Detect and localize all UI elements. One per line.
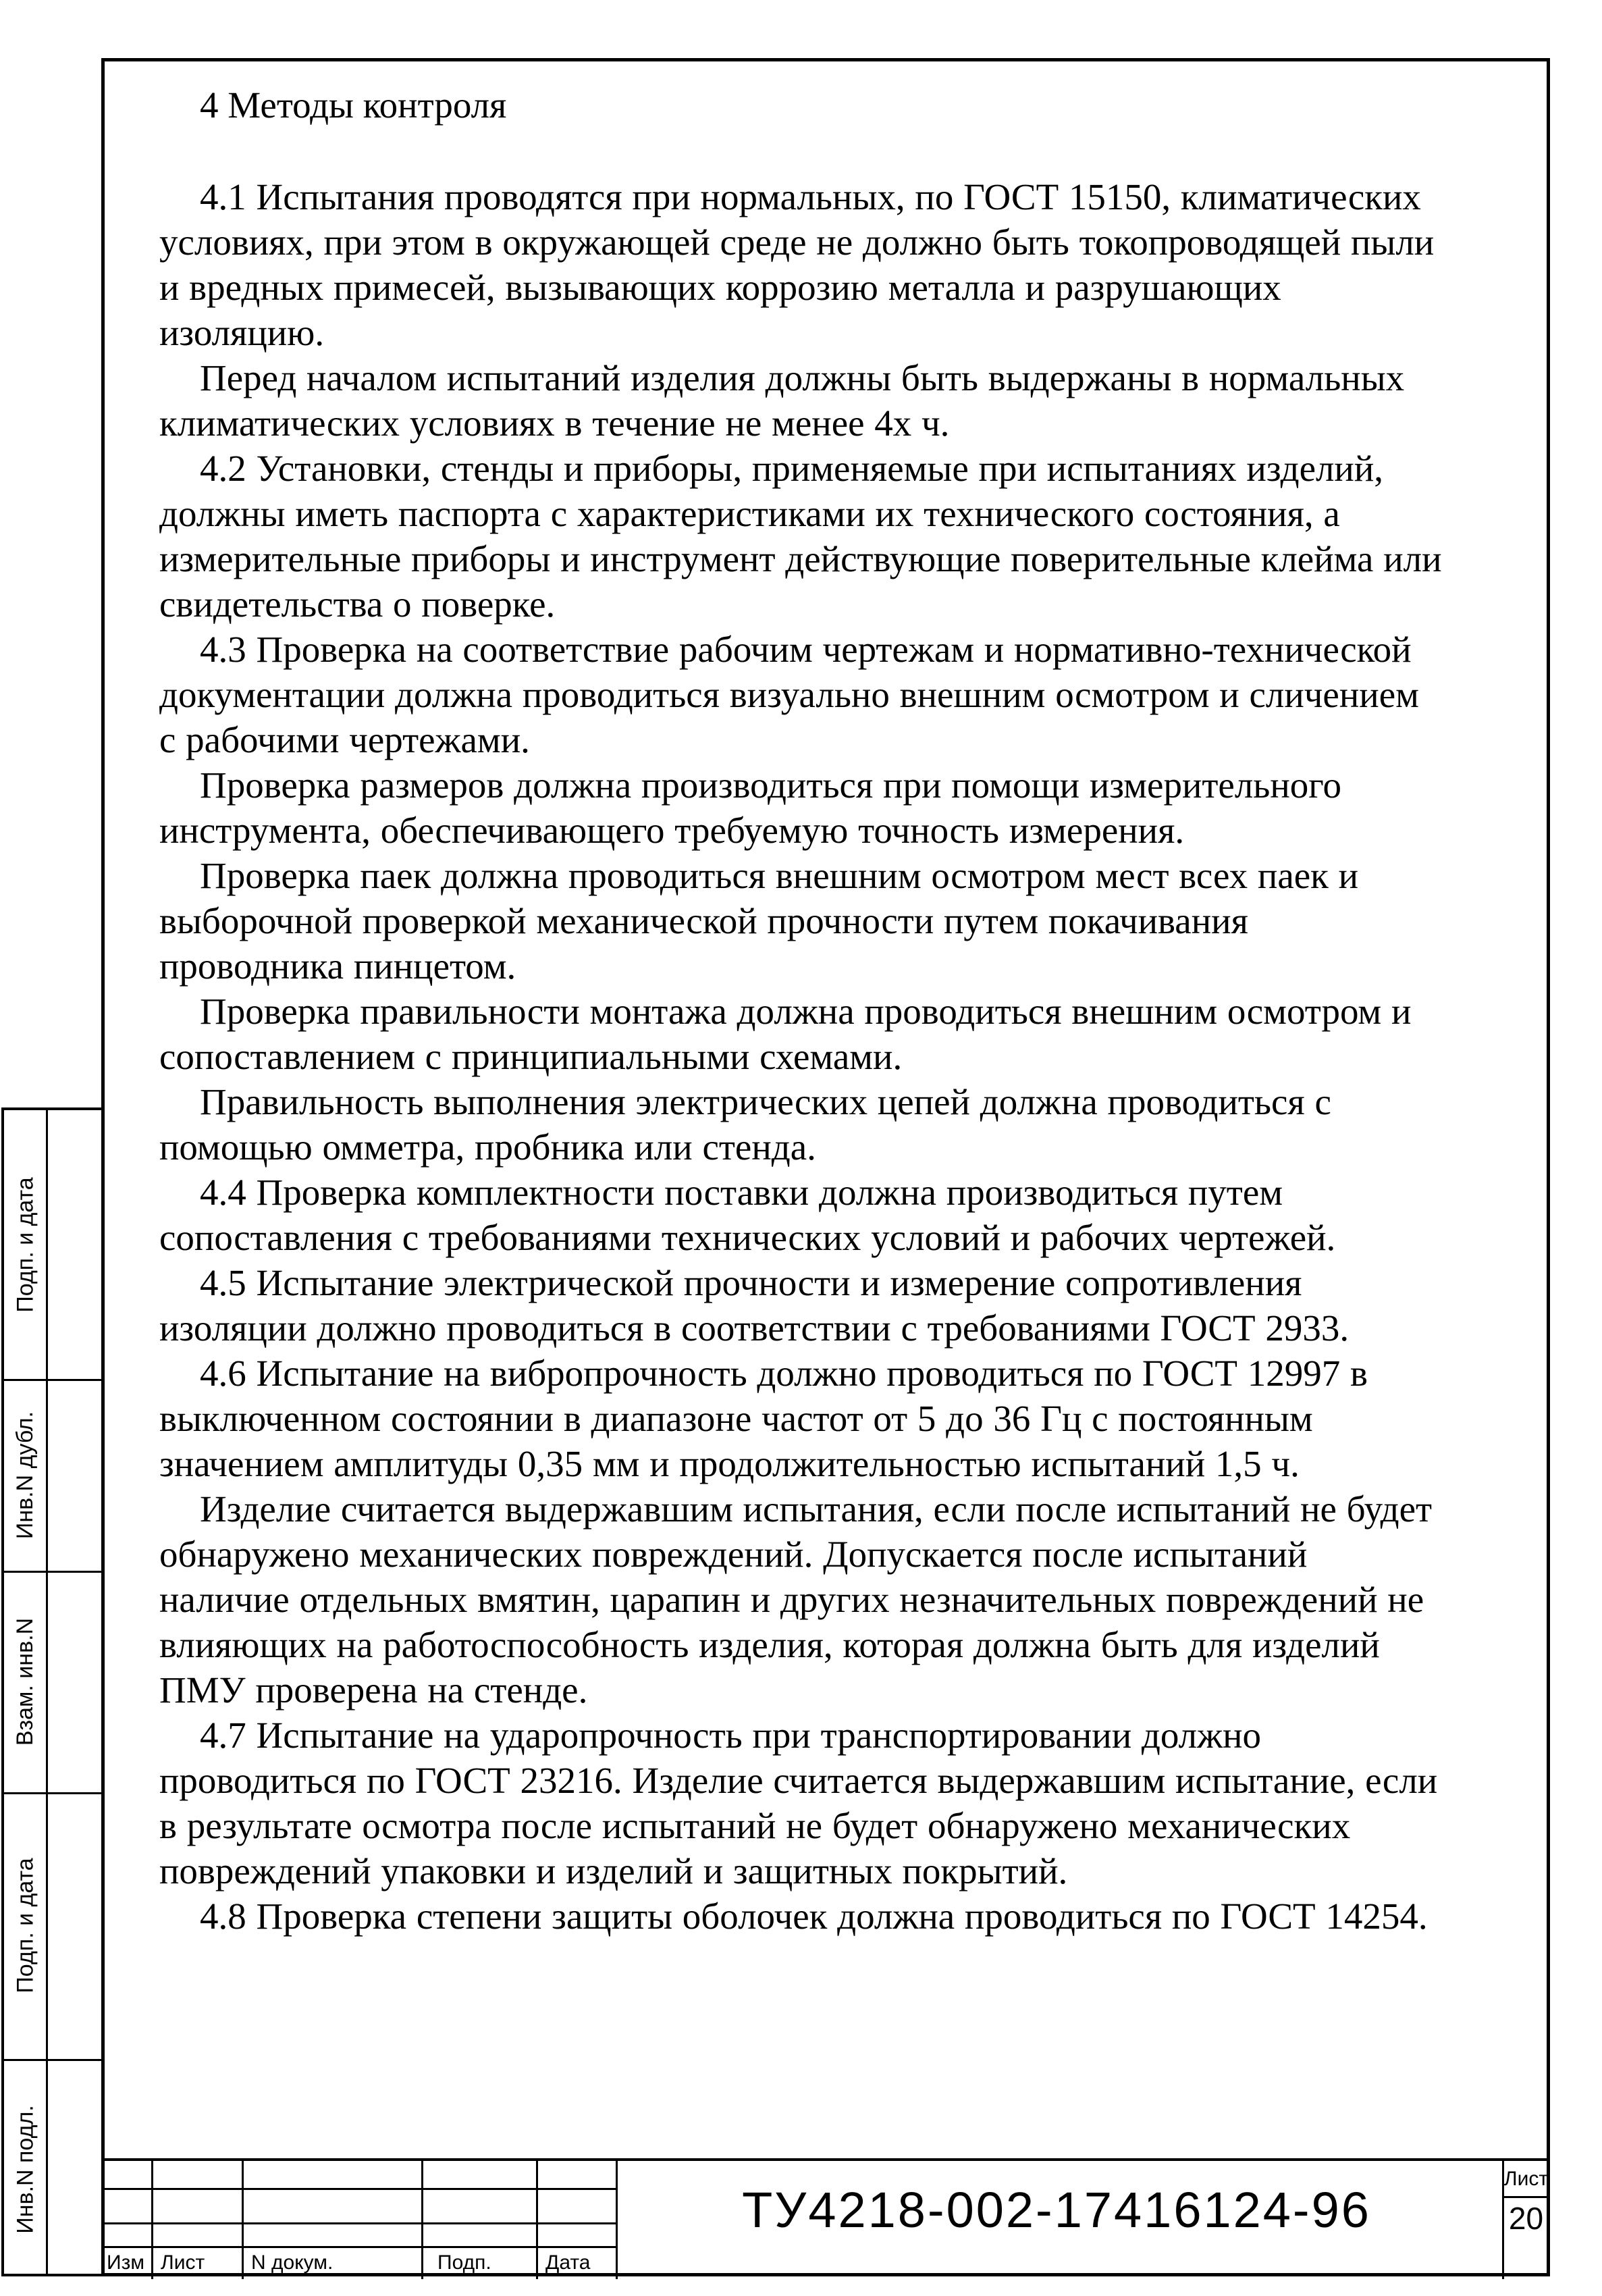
col-header-doc-number: N докум.: [251, 2251, 333, 2274]
stamp-replacement-inv-label: Взам. инв.N: [12, 1617, 38, 1746]
paragraph-preconditioning: Перед началом испытаний изделия должны быть выдержаны в нормальных климатических условиях в течение не менее 4х ч.: [159, 357, 1405, 444]
title-block-rule: [1502, 2196, 1550, 2198]
paragraph-4-4: 4.4 Проверка комплектности поставки должна производиться путем сопоставления с требованиями технических условий и рабочих чертежей.: [159, 1172, 1336, 1258]
col-header-sheet: Лист: [161, 2251, 205, 2274]
sheet-number: 20: [1508, 2201, 1544, 2236]
paragraph-4-5: 4.5 Испытание электрической прочности и измерение сопротивления изоляции должно проводиться в соответствии с требованиями ГОСТ 2933.: [159, 1262, 1350, 1349]
title-block: [101, 2158, 1550, 2276]
paragraph-assembly-check: Проверка правильности монтажа должна проводиться внешним осмотром и сопоставлением с принципиальными схемами.: [159, 991, 1412, 1077]
stamp-original-inv-label: Инв.N подл.: [12, 2104, 38, 2234]
title-block-rule: [101, 2222, 616, 2224]
title-block-rule: [421, 2161, 423, 2279]
paragraph-4-8: 4.8 Проверка степени защиты оболочек должна проводиться по ГОСТ 14254.: [200, 1896, 1428, 1937]
stamp-sign-date-label-2: Подп. и дата: [12, 1858, 38, 1993]
stamp-duplicate-inv-label: Инв.N дубл.: [12, 1411, 38, 1539]
margin-stamp-divider: [46, 1110, 48, 2274]
paragraph-vibration-result: Изделие считается выдержавшим испытания, если после испытаний не будет обнаружено механических повреждений. Допускается после испытаний наличие отдельных вмятин, царапин и других незначительных повреждений не влияющих на работоспособность изделия, которая должна быть для изделий ПМУ проверена на стенде.: [159, 1488, 1433, 1711]
sheet-label: Лист: [1503, 2168, 1549, 2190]
paragraph-4-3: 4.3 Проверка на соответствие рабочим чертежам и нормативно-технической документации должна проводиться визуально внешним осмотром и сличением с рабочими чертежами.: [159, 629, 1419, 760]
paragraph-4-1: 4.1 Испытания проводятся при нормальных, по ГОСТ 15150, климатических условиях, при этом в окружающей среде не должно быть токопроводящей пыли и вредных примесей, вызывающих коррозию металла и разрушающих изоляцию.: [159, 176, 1435, 353]
col-header-date: Дата: [545, 2251, 591, 2274]
section-heading: 4 Методы контроля: [200, 84, 507, 126]
paragraph-list: [159, 174, 1442, 1939]
stamp-sign-date-label: Подп. и дата: [12, 1176, 38, 1313]
col-header-change: Изм: [107, 2251, 144, 2274]
margin-stamp: [1, 1107, 101, 2276]
title-block-rule: [616, 2161, 618, 2279]
paragraph-4-2: 4.2 Установки, стенды и приборы, применяемые при испытаниях изделий, должны иметь паспорта с характеристиками их технического состояния, а измерительные приборы и инструмент действующие поверительные клейма или свидетельства о поверке.: [159, 448, 1442, 625]
paragraph-solder-check: Проверка паек должна проводиться внешним осмотром мест всех паек и выборочной проверкой механической прочности путем покачивания проводника пинцетом.: [159, 855, 1359, 987]
title-block-rule: [242, 2161, 244, 2279]
paragraph-circuit-check: Правильность выполнения электрических цепей должна проводиться с помощью омметра, пробника или стенда.: [159, 1081, 1331, 1168]
paragraph-4-6: 4.6 Испытание на вибропрочность должно проводиться по ГОСТ 12997 в выключенном состоянии в диапазоне частот от 5 до 36 Гц с постоянным значением амплитуды 0,35 мм и продолжительностью испытаний 1,5 ч.: [159, 1353, 1368, 1484]
paragraph-4-7: 4.7 Испытание на ударопрочность при транспортировании должно проводиться по ГОСТ 23216. Изделие считается выдержавшим испытание, если в результате осмотра после испытаний не будет обнаружено механических повреждений упаковки и изделий и защитных покрытий.: [159, 1715, 1438, 1891]
title-block-rule: [536, 2161, 538, 2279]
paragraph-dimension-check: Проверка размеров должна производиться при помощи измерительного инструмента, обеспечивающего требуемую точность измерения.: [159, 764, 1341, 851]
col-header-signature: Подп.: [437, 2251, 491, 2274]
title-block-rule: [101, 2188, 616, 2190]
document-code: ТУ4218-002-17416124-96: [742, 2182, 1371, 2238]
title-block-rule: [101, 2246, 616, 2248]
title-block-rule: [151, 2161, 153, 2279]
